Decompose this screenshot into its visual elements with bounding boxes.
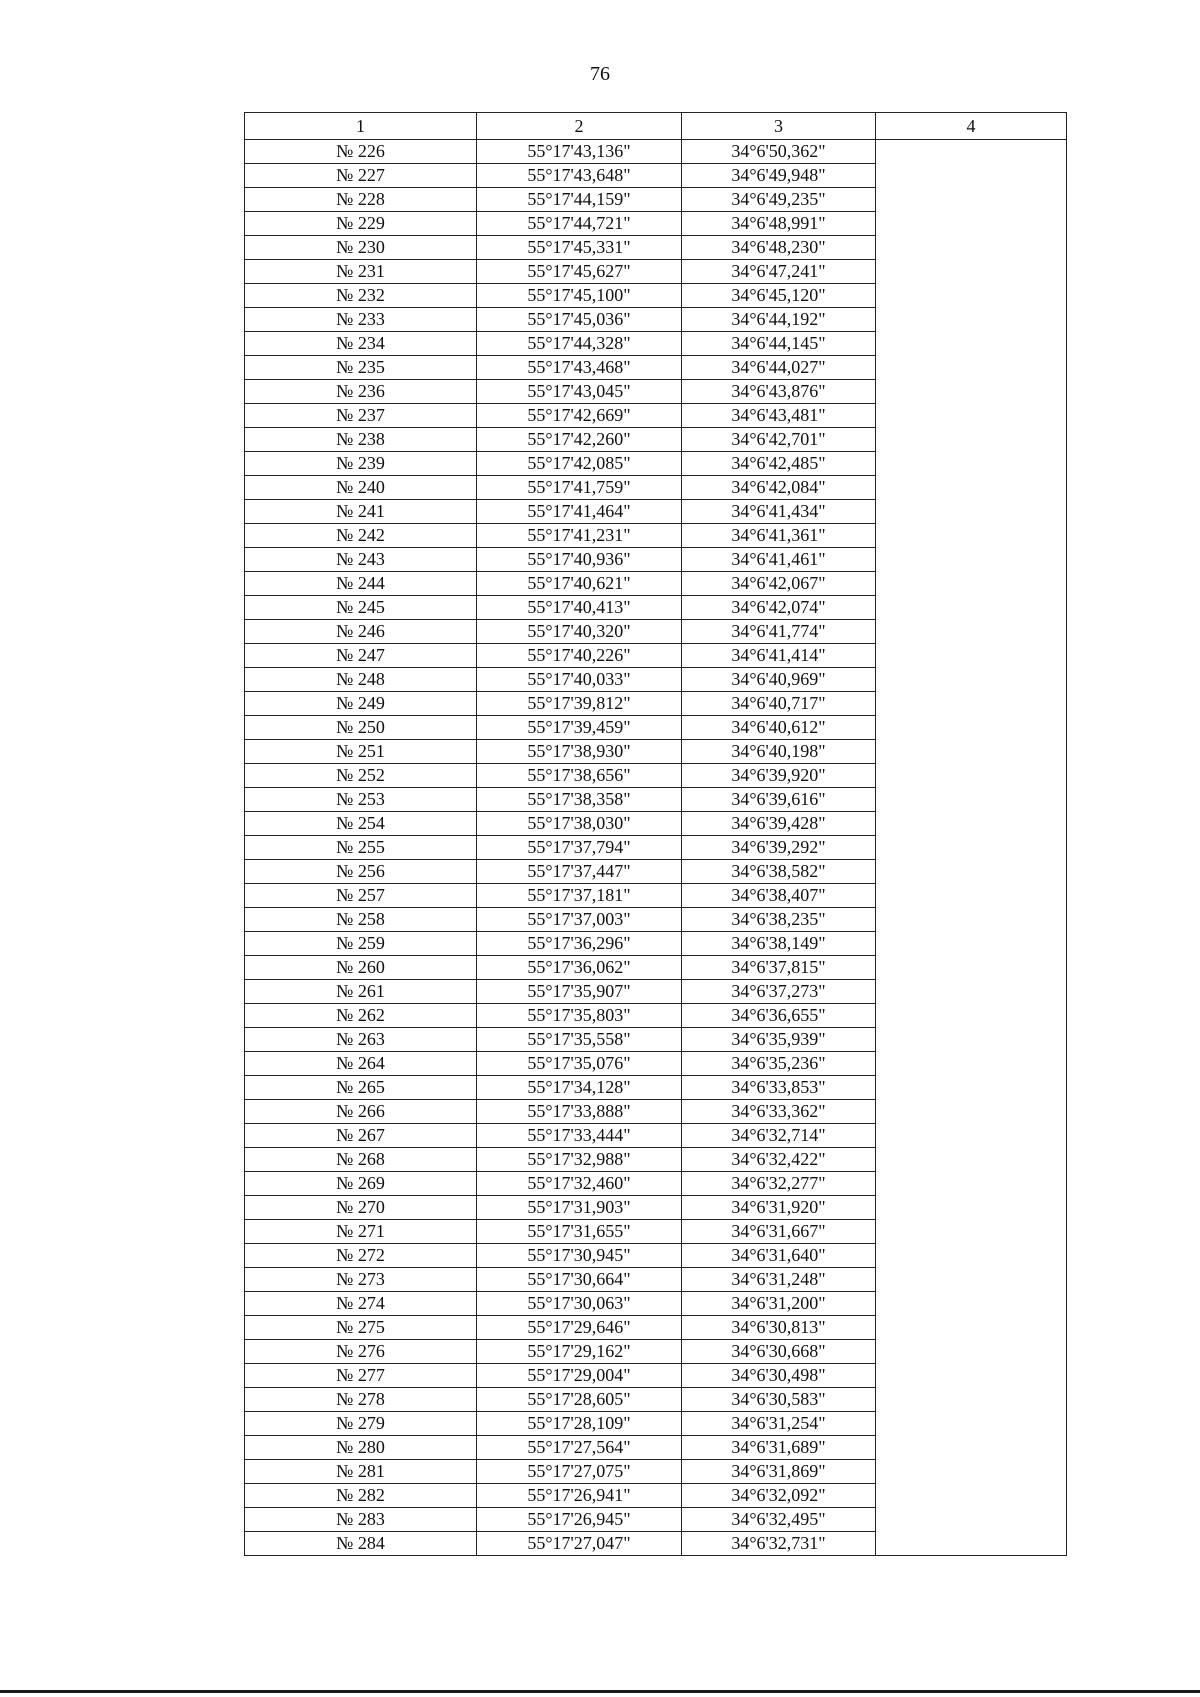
point-number-cell: № 255 (245, 836, 477, 860)
point-number-cell: № 281 (245, 1460, 477, 1484)
header-col-2: 2 (477, 113, 682, 140)
header-col-3: 3 (682, 113, 876, 140)
latitude-cell: 55°17'40,033" (477, 668, 682, 692)
point-number-cell: № 274 (245, 1292, 477, 1316)
longitude-cell: 34°6'39,616" (682, 788, 876, 812)
longitude-cell: 34°6'40,717" (682, 692, 876, 716)
longitude-cell: 34°6'40,198" (682, 740, 876, 764)
longitude-cell: 34°6'36,655" (682, 1004, 876, 1028)
point-number-cell: № 240 (245, 476, 477, 500)
point-number-cell: № 267 (245, 1124, 477, 1148)
point-number-cell: № 251 (245, 740, 477, 764)
longitude-cell: 34°6'49,948" (682, 164, 876, 188)
longitude-cell: 34°6'31,248" (682, 1268, 876, 1292)
latitude-cell: 55°17'45,036" (477, 308, 682, 332)
point-number-cell: № 266 (245, 1100, 477, 1124)
latitude-cell: 55°17'43,468" (477, 356, 682, 380)
point-number-cell: № 279 (245, 1412, 477, 1436)
point-number-cell: № 234 (245, 332, 477, 356)
latitude-cell: 55°17'42,260" (477, 428, 682, 452)
point-number-cell: № 248 (245, 668, 477, 692)
point-number-cell: № 263 (245, 1028, 477, 1052)
latitude-cell: 55°17'35,803" (477, 1004, 682, 1028)
latitude-cell: 55°17'45,627" (477, 260, 682, 284)
point-number-cell: № 283 (245, 1508, 477, 1532)
point-number-cell: № 257 (245, 884, 477, 908)
longitude-cell: 34°6'50,362" (682, 140, 876, 164)
point-number-cell: № 258 (245, 908, 477, 932)
point-number-cell: № 280 (245, 1436, 477, 1460)
latitude-cell: 55°17'42,085" (477, 452, 682, 476)
longitude-cell: 34°6'31,689" (682, 1436, 876, 1460)
point-number-cell: № 235 (245, 356, 477, 380)
latitude-cell: 55°17'38,358" (477, 788, 682, 812)
longitude-cell: 34°6'48,991" (682, 212, 876, 236)
bottom-rule (0, 1690, 1200, 1693)
latitude-cell: 55°17'36,062" (477, 956, 682, 980)
longitude-cell: 34°6'32,092" (682, 1484, 876, 1508)
longitude-cell: 34°6'35,939" (682, 1028, 876, 1052)
longitude-cell: 34°6'32,714" (682, 1124, 876, 1148)
latitude-cell: 55°17'43,045" (477, 380, 682, 404)
point-number-cell: № 276 (245, 1340, 477, 1364)
latitude-cell: 55°17'28,109" (477, 1412, 682, 1436)
point-number-cell: № 238 (245, 428, 477, 452)
header-row (245, 113, 1067, 140)
point-number-cell: № 253 (245, 788, 477, 812)
point-number-cell: № 236 (245, 380, 477, 404)
longitude-cell: 34°6'45,120" (682, 284, 876, 308)
latitude-cell: 55°17'31,655" (477, 1220, 682, 1244)
latitude-cell: 55°17'33,888" (477, 1100, 682, 1124)
point-number-cell: № 272 (245, 1244, 477, 1268)
longitude-cell: 34°6'48,230" (682, 236, 876, 260)
point-number-cell: № 254 (245, 812, 477, 836)
point-number-cell: № 241 (245, 500, 477, 524)
latitude-cell: 55°17'30,945" (477, 1244, 682, 1268)
point-number-cell: № 242 (245, 524, 477, 548)
point-number-cell: № 228 (245, 188, 477, 212)
latitude-cell: 55°17'42,669" (477, 404, 682, 428)
point-number-cell: № 227 (245, 164, 477, 188)
point-number-cell: № 256 (245, 860, 477, 884)
latitude-cell: 55°17'37,181" (477, 884, 682, 908)
latitude-cell: 55°17'43,136" (477, 140, 682, 164)
latitude-cell: 55°17'38,930" (477, 740, 682, 764)
point-number-cell: № 269 (245, 1172, 477, 1196)
point-number-cell: № 245 (245, 596, 477, 620)
longitude-cell: 34°6'41,361" (682, 524, 876, 548)
point-number-cell: № 262 (245, 1004, 477, 1028)
header-col-1: 1 (245, 113, 477, 140)
latitude-cell: 55°17'40,621" (477, 572, 682, 596)
longitude-cell: 34°6'49,235" (682, 188, 876, 212)
longitude-cell: 34°6'44,192" (682, 308, 876, 332)
point-number-cell: № 264 (245, 1052, 477, 1076)
latitude-cell: 55°17'30,063" (477, 1292, 682, 1316)
point-number-cell: № 231 (245, 260, 477, 284)
point-number-cell: № 243 (245, 548, 477, 572)
latitude-cell: 55°17'35,907" (477, 980, 682, 1004)
latitude-cell: 55°17'35,076" (477, 1052, 682, 1076)
longitude-cell: 34°6'42,067" (682, 572, 876, 596)
longitude-cell: 34°6'32,277" (682, 1172, 876, 1196)
latitude-cell: 55°17'39,812" (477, 692, 682, 716)
point-number-cell: № 244 (245, 572, 477, 596)
longitude-cell: 34°6'42,074" (682, 596, 876, 620)
longitude-cell: 34°6'35,236" (682, 1052, 876, 1076)
longitude-cell: 34°6'42,701" (682, 428, 876, 452)
latitude-cell: 55°17'39,459" (477, 716, 682, 740)
column-4-empty-cell (876, 140, 1067, 1556)
longitude-cell: 34°6'30,668" (682, 1340, 876, 1364)
latitude-cell: 55°17'44,721" (477, 212, 682, 236)
latitude-cell: 55°17'44,159" (477, 188, 682, 212)
point-number-cell: № 277 (245, 1364, 477, 1388)
latitude-cell: 55°17'41,231" (477, 524, 682, 548)
point-number-cell: № 271 (245, 1220, 477, 1244)
latitude-cell: 55°17'44,328" (477, 332, 682, 356)
longitude-cell: 34°6'44,145" (682, 332, 876, 356)
point-number-cell: № 270 (245, 1196, 477, 1220)
point-number-cell: № 237 (245, 404, 477, 428)
point-number-cell: № 252 (245, 764, 477, 788)
latitude-cell: 55°17'41,464" (477, 500, 682, 524)
point-number-cell: № 260 (245, 956, 477, 980)
longitude-cell: 34°6'32,495" (682, 1508, 876, 1532)
longitude-cell: 34°6'31,920" (682, 1196, 876, 1220)
longitude-cell: 34°6'31,640" (682, 1244, 876, 1268)
table-row (245, 140, 1067, 164)
longitude-cell: 34°6'33,362" (682, 1100, 876, 1124)
latitude-cell: 55°17'26,941" (477, 1484, 682, 1508)
longitude-cell: 34°6'44,027" (682, 356, 876, 380)
latitude-cell: 55°17'29,162" (477, 1340, 682, 1364)
point-number-cell: № 229 (245, 212, 477, 236)
point-number-cell: № 259 (245, 932, 477, 956)
point-number-cell: № 273 (245, 1268, 477, 1292)
latitude-cell: 55°17'33,444" (477, 1124, 682, 1148)
longitude-cell: 34°6'30,498" (682, 1364, 876, 1388)
latitude-cell: 55°17'27,564" (477, 1436, 682, 1460)
point-number-cell: № 239 (245, 452, 477, 476)
longitude-cell: 34°6'47,241" (682, 260, 876, 284)
longitude-cell: 34°6'38,149" (682, 932, 876, 956)
latitude-cell: 55°17'35,558" (477, 1028, 682, 1052)
point-number-cell: № 275 (245, 1316, 477, 1340)
point-number-cell: № 226 (245, 140, 477, 164)
longitude-cell: 34°6'40,969" (682, 668, 876, 692)
latitude-cell: 55°17'27,075" (477, 1460, 682, 1484)
latitude-cell: 55°17'26,945" (477, 1508, 682, 1532)
point-number-cell: № 233 (245, 308, 477, 332)
point-number-cell: № 250 (245, 716, 477, 740)
point-number-cell: № 232 (245, 284, 477, 308)
longitude-cell: 34°6'40,612" (682, 716, 876, 740)
latitude-cell: 55°17'27,047" (477, 1532, 682, 1556)
longitude-cell: 34°6'31,200" (682, 1292, 876, 1316)
latitude-cell: 55°17'41,759" (477, 476, 682, 500)
longitude-cell: 34°6'41,774" (682, 620, 876, 644)
table-body (245, 140, 1067, 1556)
latitude-cell: 55°17'38,656" (477, 764, 682, 788)
latitude-cell: 55°17'38,030" (477, 812, 682, 836)
latitude-cell: 55°17'32,460" (477, 1172, 682, 1196)
longitude-cell: 34°6'32,731" (682, 1532, 876, 1556)
longitude-cell: 34°6'37,815" (682, 956, 876, 980)
longitude-cell: 34°6'30,583" (682, 1388, 876, 1412)
longitude-cell: 34°6'43,481" (682, 404, 876, 428)
longitude-cell: 34°6'42,485" (682, 452, 876, 476)
latitude-cell: 55°17'40,320" (477, 620, 682, 644)
longitude-cell: 34°6'30,813" (682, 1316, 876, 1340)
longitude-cell: 34°6'37,273" (682, 980, 876, 1004)
point-number-cell: № 284 (245, 1532, 477, 1556)
latitude-cell: 55°17'34,128" (477, 1076, 682, 1100)
page-number: 76 (590, 63, 610, 85)
longitude-cell: 34°6'31,667" (682, 1220, 876, 1244)
latitude-cell: 55°17'29,004" (477, 1364, 682, 1388)
longitude-cell: 34°6'41,434" (682, 500, 876, 524)
coordinates-table (244, 112, 1067, 1556)
longitude-cell: 34°6'38,235" (682, 908, 876, 932)
longitude-cell: 34°6'43,876" (682, 380, 876, 404)
point-number-cell: № 249 (245, 692, 477, 716)
point-number-cell: № 265 (245, 1076, 477, 1100)
longitude-cell: 34°6'33,853" (682, 1076, 876, 1100)
latitude-cell: 55°17'32,988" (477, 1148, 682, 1172)
longitude-cell: 34°6'38,407" (682, 884, 876, 908)
latitude-cell: 55°17'45,331" (477, 236, 682, 260)
latitude-cell: 55°17'40,226" (477, 644, 682, 668)
point-number-cell: № 247 (245, 644, 477, 668)
point-number-cell: № 282 (245, 1484, 477, 1508)
latitude-cell: 55°17'28,605" (477, 1388, 682, 1412)
longitude-cell: 34°6'42,084" (682, 476, 876, 500)
latitude-cell: 55°17'37,794" (477, 836, 682, 860)
longitude-cell: 34°6'41,414" (682, 644, 876, 668)
point-number-cell: № 278 (245, 1388, 477, 1412)
point-number-cell: № 261 (245, 980, 477, 1004)
latitude-cell: 55°17'37,003" (477, 908, 682, 932)
latitude-cell: 55°17'40,413" (477, 596, 682, 620)
latitude-cell: 55°17'31,903" (477, 1196, 682, 1220)
longitude-cell: 34°6'39,920" (682, 764, 876, 788)
point-number-cell: № 246 (245, 620, 477, 644)
longitude-cell: 34°6'38,582" (682, 860, 876, 884)
latitude-cell: 55°17'40,936" (477, 548, 682, 572)
point-number-cell: № 268 (245, 1148, 477, 1172)
longitude-cell: 34°6'39,428" (682, 812, 876, 836)
latitude-cell: 55°17'45,100" (477, 284, 682, 308)
longitude-cell: 34°6'32,422" (682, 1148, 876, 1172)
latitude-cell: 55°17'37,447" (477, 860, 682, 884)
latitude-cell: 55°17'43,648" (477, 164, 682, 188)
longitude-cell: 34°6'31,869" (682, 1460, 876, 1484)
point-number-cell: № 230 (245, 236, 477, 260)
latitude-cell: 55°17'36,296" (477, 932, 682, 956)
longitude-cell: 34°6'41,461" (682, 548, 876, 572)
longitude-cell: 34°6'39,292" (682, 836, 876, 860)
latitude-cell: 55°17'29,646" (477, 1316, 682, 1340)
table-header (245, 113, 1067, 140)
longitude-cell: 34°6'31,254" (682, 1412, 876, 1436)
header-col-4: 4 (876, 113, 1067, 140)
latitude-cell: 55°17'30,664" (477, 1268, 682, 1292)
